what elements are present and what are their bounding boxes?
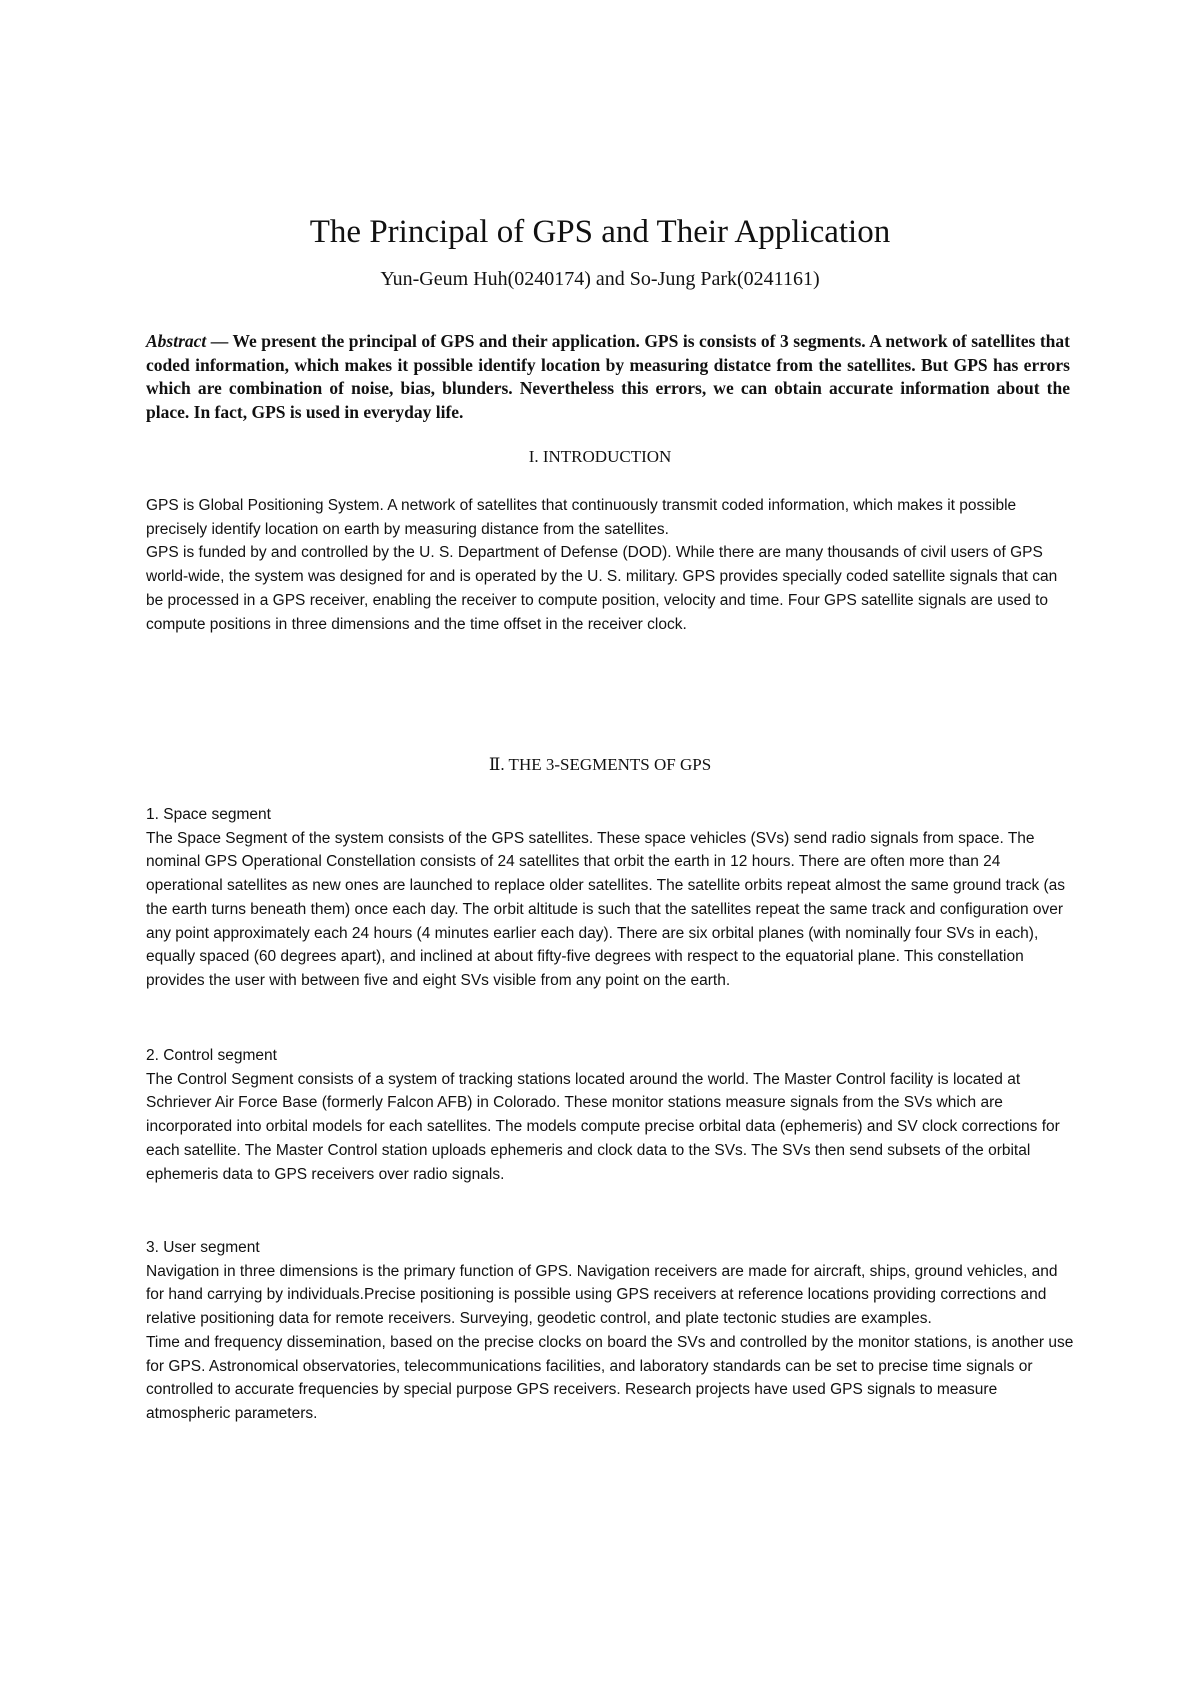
- abstract-dash: —: [206, 331, 233, 351]
- control-segment-text: The Control Segment consists of a system of tracking stations located around the world. The Master Control facility is located at Schriever Air Force Base (formerly Falcon AFB) in Colorado. These monitor stations measure signals from the SVs which are incorporated into orbital models for each satellites. The models compute precise orbital data (ephemeris) and SV clock corrections for each satellite. The Master Control station uploads ephemeris and clock data to the SVs. The SVs then send subsets of the orbital ephemeris data to GPS receivers over radio signals.: [146, 1070, 1060, 1183]
- section-heading-introduction: I. INTRODUCTION: [528, 447, 672, 466]
- user-segment-text-1: Navigation in three dimensions is the primary function of GPS. Navigation receivers are made for aircraft, ships, ground vehicles, and for hand carrying by individuals.Precise positioning is possible using GPS receivers at reference locations providing corrections and relative positioning data for remote receivers. Surveying, geodetic control, and plate tectonic studies are examples.: [146, 1262, 1058, 1328]
- intro-paragraph-2: GPS is funded by and controlled by the U. S. Department of Defense (DOD). While there are many thousands of civil users of GPS world-wide, the system was designed for and is operated by the U. S. military. GPS provides specially coded satellite signals that can be processed in a GPS receiver, enabling the receiver to compute position, velocity and time. Four GPS satellite signals are used to compute positions in three dimensions and the time offset in the receiver clock.: [146, 544, 1058, 633]
- space-segment-text: The Space Segment of the system consists of the GPS satellites. These space vehicles (SVs) send radio signals from space. The nominal GPS Operational Constellation consists of 24 satellites that orbit the earth in 12 hours. There are often more than 24 operational satellites as new ones are launched to replace older satellites. The satellite orbits repeat almost the same ground track (as the earth turns beneath them) once each day. The orbit altitude is such that the satellites repeat the same track and configuration over any point approximately each 24 hours (4 minutes earlier each day). There are six orbital planes (with nominally four SVs in each), equally spaced (60 degrees apart), and inclined at about fifty-five degrees with respect to the equatorial plane. This constellation provides the user with between five and eight SVs visible from any point on the earth.: [146, 829, 1066, 989]
- introduction-body: [146, 494, 1076, 636]
- user-segment-title: 3. User segment: [146, 1239, 260, 1256]
- section-heading-segments: Ⅱ. THE 3-SEGMENTS OF GPS: [488, 755, 712, 774]
- space-segment-title: 1. Space segment: [146, 806, 271, 823]
- abstract-text: We present the principal of GPS and their application. GPS is consists of 3 segments. A network of satellites that coded information, which makes it possible identify location by measuring distatce from the satellites. But GPS has errors which are combination of noise, bias, blunders. Nevertheless this errors, we can obtain accurate information about the place. In fact, GPS is used in everyday life.: [146, 331, 1070, 422]
- abstract: [146, 330, 1070, 424]
- intro-paragraph-1: GPS is Global Positioning System. A network of satellites that continuously transmit coded information, which makes it possible precisely identify location on earth by measuring distance from the satellites.: [146, 497, 1017, 538]
- paper-title: The Principal of GPS and Their Application: [309, 214, 891, 250]
- abstract-label: Abstract: [146, 331, 207, 351]
- control-segment-title: 2. Control segment: [146, 1047, 277, 1064]
- space-segment-body: [146, 803, 1076, 993]
- user-segment-text-2: Time and frequency dissemination, based on the precise clocks on board the SVs and controlled by the monitor stations, is another use for GPS. Astronomical observatories, telecommunications facilities, and laboratory standards can be set to precise time signals or controlled to accurate frequencies by special purpose GPS receivers. Research projects have used GPS signals to measure atmospheric parameters.: [146, 1333, 1074, 1422]
- paper-authors: Yun-Geum Huh(0240174) and So-Jung Park(0241161): [380, 268, 820, 290]
- control-segment-body: [146, 1044, 1076, 1186]
- user-segment-body: [146, 1236, 1076, 1426]
